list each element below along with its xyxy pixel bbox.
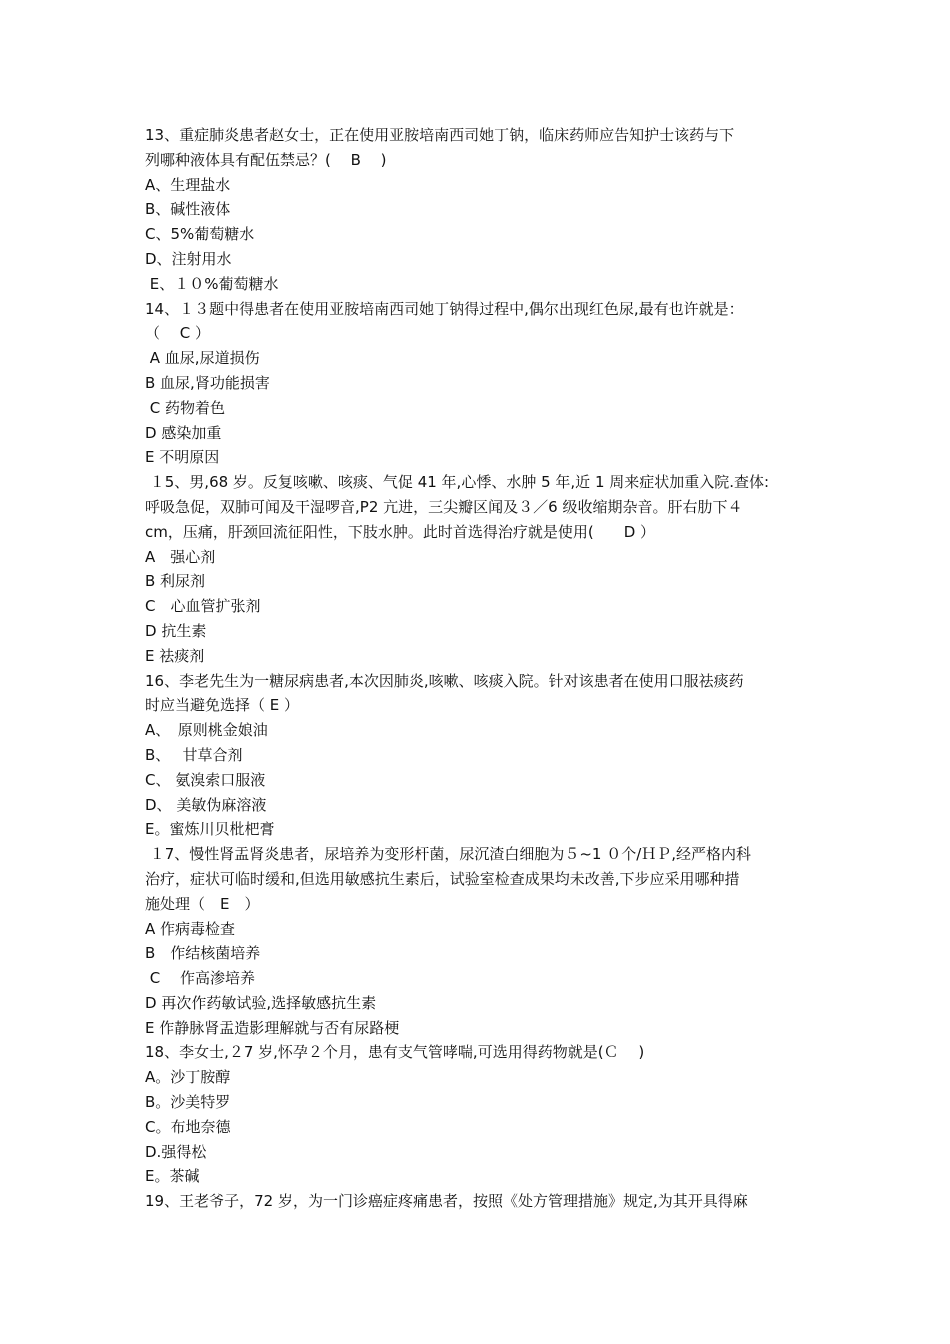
text-line: C 心血管扩张剂 <box>145 597 261 616</box>
text-line: A 作病毒检查 <box>145 919 236 938</box>
text-line: D 抗生素 <box>145 621 207 640</box>
text-line: 列哪种液体具有配伍禁忌？( B ) <box>145 150 387 169</box>
text-line: C 药物着色 <box>145 398 226 417</box>
text-line: 18、李女士,２7 岁,怀孕２个月，患有支气管哮喘,可选用得药物就是(Ｃ ) <box>145 1043 645 1062</box>
text-line: C、5%葡萄糖水 <box>145 225 255 244</box>
text-line: E 不明原因 <box>145 448 220 467</box>
text-line: C、 氨溴索口服液 <box>145 770 266 789</box>
text-line: D.强得松 <box>145 1142 207 1161</box>
text-line: 施处理（ E ） <box>145 894 260 913</box>
text-line: D、 美敏伪麻溶液 <box>145 795 267 814</box>
text-line: B、 甘草合剂 <box>145 745 243 764</box>
text-line: B 利尿剂 <box>145 572 206 591</box>
text-line: B 血尿,肾功能损害 <box>145 373 270 392</box>
text-line: A、生理盐水 <box>145 175 231 194</box>
text-line: 治疗，症状可临时缓和,但选用敏感抗生素后，试验室检查成果均未改善,下步应采用哪种措 <box>145 869 740 888</box>
text-line: １7、慢性肾盂肾炎患者，尿培养为变形杆菌，尿沉渣白细胞为５~1 ０个/ＨＰ,经严格内科 <box>145 845 752 864</box>
text-line: 13、重症肺炎患者赵女士，正在使用亚胺培南西司她丁钠，临床药师应告知护士该药与下 <box>145 126 735 144</box>
document-body <box>145 123 825 1214</box>
text-line: A。沙丁胺醇 <box>145 1068 231 1087</box>
text-line: D、注射用水 <box>145 249 232 268</box>
text-line: D 感染加重 <box>145 423 222 442</box>
text-line: E 作静脉肾盂造影理解就与否有尿路梗 <box>145 1018 400 1037</box>
text-line: B、碱性液体 <box>145 200 231 219</box>
text-line: 16、李老先生为一糖尿病患者,本次因肺炎,咳嗽、咳痰入院。针对该患者在使用口服祛痰药 <box>145 671 744 690</box>
text-line: 14、１３题中得患者在使用亚胺培南西司她丁钠得过程中,偶尔出现红色尿,最有也许就是： <box>145 299 744 318</box>
text-line: 呼吸急促，双肺可闻及干湿啰音,P2 亢进，三尖瓣区闻及３／6 级收缩期杂音。肝右肋下４ <box>145 497 743 516</box>
text-line: E。蜜炼川贝枇杷膏 <box>145 820 275 839</box>
text-line: C 作高渗培养 <box>145 969 256 988</box>
text-line: cm，压痛，肝颈回流征阳性，下肢水肿。此时首选得治疗就是使用( D ） <box>145 522 656 541</box>
text-line: A、 原则桃金娘油 <box>145 721 268 740</box>
text-line: E 祛痰剂 <box>145 646 205 665</box>
text-line: E。茶碱 <box>145 1167 200 1186</box>
text-line: B 作结核菌培养 <box>145 944 261 963</box>
text-line: １5、男,68 岁。反复咳嗽、咳痰、气促 41 年,心悸、水肿 5 年,近 1 周来症状加重入院.查体: <box>145 473 770 492</box>
text-line: B。沙美特罗 <box>145 1093 231 1112</box>
text-line: （ C ） <box>145 324 211 343</box>
text-line: C。布地奈德 <box>145 1117 231 1136</box>
text-line: A 血尿,尿道损伤 <box>145 349 260 368</box>
text-line: D 再次作药敏试验,选择敏感抗生素 <box>145 993 377 1012</box>
text-line: A 强心剂 <box>145 547 216 566</box>
text-line: E、１０%葡萄糖水 <box>145 274 279 293</box>
text-line: 19、王老爷子，72 岁，为一门诊癌症疼痛患者，按照《处方管理措施》规定,为其开具得麻 <box>145 1192 748 1211</box>
text-line: 时应当避免选择（ E ） <box>145 696 300 715</box>
